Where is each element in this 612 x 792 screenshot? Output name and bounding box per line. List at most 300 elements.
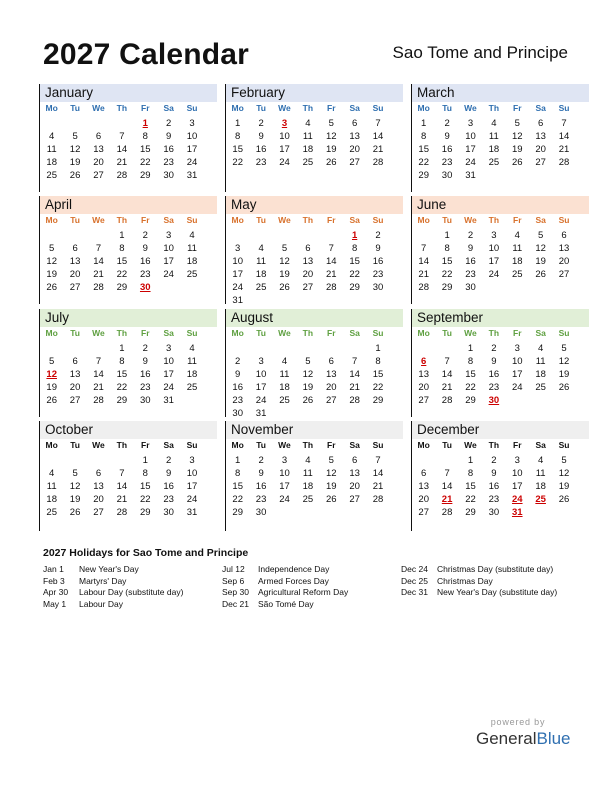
week-row (40, 381, 217, 394)
day-cell: 24 (465, 157, 476, 168)
day-cell: 8 (235, 468, 241, 479)
day-cell: 17 (163, 256, 174, 267)
day-cell: 22 (116, 382, 128, 393)
empty-day-cell (296, 506, 319, 519)
day-cell: 6 (72, 356, 78, 367)
month-october (39, 421, 217, 531)
day-cell: 20 (93, 157, 104, 168)
day-cell: 9 (444, 131, 450, 142)
weekday-label: Th (116, 440, 128, 450)
weekday-label: Sa (349, 103, 360, 113)
day-cell: 31 (232, 295, 243, 306)
holiday-name: Martyrs' Day (79, 575, 127, 586)
day-cell: 21 (93, 382, 104, 393)
day-cell: 11 (512, 243, 523, 254)
day-cell: 6 (561, 230, 567, 241)
week-row (226, 255, 403, 268)
day-cell: 2 (142, 230, 148, 241)
weekday-header (412, 103, 589, 117)
day-cell: 11 (46, 481, 57, 492)
day-cell: 4 (514, 230, 520, 241)
holiday-day-cell: 6 (421, 356, 427, 367)
day-cell: 10 (488, 243, 500, 254)
week-row (412, 169, 589, 182)
week-row (412, 242, 589, 255)
day-cell: 24 (279, 494, 290, 505)
day-cell: 5 (49, 243, 55, 254)
day-cell: 14 (116, 144, 128, 155)
day-cell: 25 (255, 282, 267, 293)
day-cell: 10 (163, 243, 174, 254)
day-cell: 18 (186, 256, 198, 267)
day-cell: 7 (352, 356, 358, 367)
empty-day-cell (87, 454, 110, 467)
weekday-label: We (464, 215, 477, 225)
day-cell: 13 (418, 369, 429, 380)
empty-day-cell (343, 407, 366, 420)
day-cell: 6 (95, 468, 102, 479)
day-cell: 18 (302, 481, 314, 492)
empty-day-cell (320, 342, 343, 355)
day-cell: 14 (372, 468, 384, 479)
empty-day-cell (343, 506, 366, 519)
day-cell: 17 (279, 144, 290, 155)
day-cell: 18 (186, 369, 198, 380)
day-cell: 8 (119, 243, 125, 254)
day-cell: 28 (116, 507, 128, 518)
week-row (226, 229, 403, 242)
month-name: January (40, 84, 217, 102)
day-cell: 11 (187, 356, 197, 367)
day-cell: 12 (511, 131, 523, 142)
day-cell: 6 (538, 118, 544, 129)
week-row (412, 255, 589, 268)
week-row (412, 394, 589, 407)
day-cell: 19 (535, 256, 546, 267)
weekday-label: Th (116, 103, 128, 113)
day-cell: 22 (116, 269, 128, 280)
holiday-day-cell: 24 (511, 494, 523, 505)
empty-day-cell (529, 169, 552, 182)
weekday-label: We (278, 103, 291, 113)
day-cell: 25 (186, 382, 198, 393)
day-cell: 22 (372, 382, 384, 393)
weekday-header (226, 440, 403, 454)
month-name: November (226, 421, 403, 439)
page-title: 2027 Calendar (43, 38, 250, 71)
day-cell: 10 (186, 468, 198, 479)
weekday-label: Tu (256, 215, 266, 225)
day-cell: 27 (325, 395, 337, 406)
day-cell: 20 (535, 144, 546, 155)
day-cell: 11 (279, 369, 290, 380)
day-cell: 22 (139, 494, 151, 505)
day-cell: 9 (491, 468, 497, 479)
week-row (412, 480, 589, 493)
day-cell: 19 (558, 481, 570, 492)
day-cell: 12 (279, 256, 290, 267)
day-cell: 1 (444, 230, 450, 241)
empty-day-cell (552, 506, 575, 519)
month-august (225, 309, 403, 417)
empty-day-cell (296, 229, 319, 242)
month-name: December (412, 421, 589, 439)
empty-day-cell (273, 229, 296, 242)
day-cell: 13 (558, 243, 570, 254)
day-cell: 31 (163, 395, 174, 406)
weekday-label: Fr (513, 440, 522, 450)
day-cell: 19 (302, 382, 314, 393)
week-row (226, 281, 403, 294)
day-cell: 17 (163, 369, 174, 380)
weekday-label: Su (372, 328, 384, 338)
weekday-label: Th (488, 103, 500, 113)
day-cell: 13 (93, 481, 104, 492)
month-name: February (226, 84, 403, 102)
day-cell: 28 (93, 395, 104, 406)
weekday-label: We (278, 440, 291, 450)
week-row (412, 156, 589, 169)
weekday-label: Th (302, 328, 314, 338)
month-june (411, 196, 589, 304)
week-row (40, 169, 217, 182)
month-february (225, 84, 403, 192)
day-cell: 10 (255, 369, 267, 380)
weekday-label: Tu (70, 103, 80, 113)
day-cell: 5 (538, 230, 544, 241)
day-cell: 29 (116, 395, 128, 406)
day-cell: 5 (561, 343, 567, 354)
day-cell: 11 (256, 256, 267, 267)
day-cell: 7 (119, 468, 125, 479)
day-cell: 15 (418, 144, 429, 155)
empty-day-cell (87, 229, 110, 242)
day-cell: 22 (465, 494, 476, 505)
day-cell: 29 (465, 395, 476, 406)
day-cell: 24 (186, 157, 198, 168)
day-cell: 14 (116, 481, 128, 492)
week-row (40, 355, 217, 368)
day-cell: 23 (232, 395, 243, 406)
day-cell: 28 (325, 282, 337, 293)
empty-day-cell (482, 281, 505, 294)
weekday-label: Fr (327, 103, 336, 113)
day-cell: 15 (116, 256, 128, 267)
empty-day-cell (63, 342, 86, 355)
day-cell: 21 (372, 144, 384, 155)
weekday-label: Su (558, 215, 570, 225)
day-cell: 12 (69, 144, 81, 155)
month-name: October (40, 421, 217, 439)
day-cell: 15 (116, 369, 128, 380)
day-cell: 27 (418, 395, 429, 406)
weekday-label: We (278, 328, 291, 338)
day-cell: 5 (72, 131, 78, 142)
weekday-label: We (464, 440, 477, 450)
holiday-name: Labour Day (substitute day) (79, 587, 184, 597)
day-cell: 26 (535, 269, 546, 280)
day-cell: 26 (69, 507, 81, 518)
day-cell: 23 (441, 157, 453, 168)
weekday-header (226, 328, 403, 342)
day-cell: 6 (421, 468, 427, 479)
weekday-label: Su (372, 440, 384, 450)
week-row (412, 381, 589, 394)
day-cell: 3 (491, 230, 497, 241)
day-cell: 29 (418, 170, 429, 181)
day-cell: 26 (46, 282, 57, 293)
country-name: Sao Tome and Principe (392, 43, 568, 62)
day-cell: 20 (93, 494, 104, 505)
holiday-name: São Tomé Day (258, 598, 314, 609)
day-cell: 16 (488, 369, 500, 380)
holiday-date: Dec 21 (222, 598, 249, 609)
empty-day-cell (506, 169, 529, 182)
empty-day-cell (366, 506, 389, 519)
day-cell: 14 (93, 256, 104, 267)
day-cell: 23 (139, 269, 151, 280)
day-cell: 13 (69, 256, 81, 267)
day-cell: 5 (514, 118, 520, 129)
day-cell: 25 (279, 395, 290, 406)
weekday-label: We (92, 103, 105, 113)
month-july (39, 309, 217, 417)
day-cell: 14 (325, 256, 337, 267)
empty-day-cell (320, 294, 343, 307)
day-cell: 9 (375, 243, 381, 254)
day-cell: 25 (535, 382, 546, 393)
empty-day-cell (529, 394, 552, 407)
weekday-label: Mo (45, 103, 58, 113)
weekday-label: Su (186, 328, 198, 338)
day-cell: 5 (281, 243, 288, 254)
weekday-label: Sa (163, 215, 174, 225)
day-cell: 14 (349, 369, 360, 380)
day-cell: 16 (139, 369, 151, 380)
day-cell: 2 (375, 230, 381, 241)
day-cell: 21 (116, 494, 128, 505)
weekday-label: Sa (163, 103, 174, 113)
holidays-title: 2027 Holidays for Sao Tome and Principe (43, 547, 249, 559)
day-cell: 8 (375, 356, 381, 367)
month-name: May (226, 196, 403, 214)
weekday-label: Fr (141, 328, 150, 338)
weekday-label: Fr (141, 103, 150, 113)
weekday-label: We (464, 328, 477, 338)
day-cell: 6 (352, 118, 358, 129)
day-cell: 4 (189, 230, 195, 241)
day-cell: 30 (163, 170, 174, 181)
week-row (412, 368, 589, 381)
week-row (226, 294, 403, 307)
empty-day-cell (110, 117, 133, 130)
day-cell: 30 (465, 282, 476, 293)
day-cell: 18 (511, 256, 523, 267)
day-cell: 1 (235, 118, 241, 129)
empty-day-cell (412, 229, 435, 242)
day-cell: 7 (328, 243, 334, 254)
day-cell: 29 (372, 395, 384, 406)
day-cell: 20 (325, 382, 337, 393)
weekday-label: We (278, 215, 291, 225)
day-cell: 2 (491, 343, 497, 354)
weekday-label: Fr (513, 215, 522, 225)
week-row (226, 480, 403, 493)
empty-day-cell (180, 281, 203, 294)
day-cell: 28 (116, 170, 128, 181)
weekday-label: Tu (442, 328, 452, 338)
empty-day-cell (296, 342, 319, 355)
day-cell: 27 (349, 494, 360, 505)
empty-day-cell (482, 169, 505, 182)
day-cell: 21 (558, 144, 570, 155)
day-cell: 12 (46, 256, 57, 267)
day-cell: 9 (142, 243, 148, 254)
week-row (40, 281, 217, 294)
day-cell: 17 (186, 481, 198, 492)
weekday-label: Th (116, 215, 128, 225)
day-cell: 28 (558, 157, 570, 168)
holiday-date: Sep 6 (222, 575, 245, 586)
day-cell: 26 (302, 395, 314, 406)
day-cell: 2 (258, 455, 264, 466)
holiday-entry (222, 599, 348, 611)
weekday-label: Mo (417, 103, 430, 113)
day-cell: 19 (46, 382, 57, 393)
day-cell: 22 (139, 157, 151, 168)
holiday-entry (222, 564, 348, 576)
day-cell: 2 (235, 356, 241, 367)
month-march (411, 84, 589, 192)
weekday-label: Tu (70, 215, 80, 225)
day-cell: 19 (46, 269, 57, 280)
weekday-label: Mo (45, 440, 58, 450)
week-row (226, 506, 403, 519)
day-cell: 2 (166, 455, 172, 466)
day-cell: 7 (444, 356, 450, 367)
week-row (226, 342, 403, 355)
day-cell: 17 (465, 144, 476, 155)
week-row (412, 268, 589, 281)
week-row (226, 467, 403, 480)
weekday-label: Sa (535, 440, 546, 450)
day-cell: 28 (372, 157, 384, 168)
day-cell: 28 (441, 507, 453, 518)
day-cell: 10 (186, 131, 198, 142)
empty-day-cell (506, 281, 529, 294)
weekday-label: Mo (45, 215, 58, 225)
empty-day-cell (273, 342, 296, 355)
weekday-label: Th (116, 328, 128, 338)
day-cell: 17 (511, 481, 523, 492)
day-cell: 22 (232, 157, 243, 168)
day-cell: 26 (558, 382, 570, 393)
week-row (412, 117, 589, 130)
holiday-date: Apr 30 (43, 587, 69, 597)
weekday-label: Fr (141, 215, 150, 225)
holiday-day-cell: 12 (46, 369, 57, 380)
day-cell: 9 (258, 131, 264, 142)
day-cell: 13 (69, 369, 81, 380)
empty-day-cell (87, 117, 110, 130)
day-cell: 30 (255, 507, 267, 518)
weekday-label: We (92, 440, 105, 450)
day-cell: 10 (279, 468, 290, 479)
month-september (411, 309, 589, 417)
day-cell: 29 (349, 282, 360, 293)
day-cell: 3 (166, 343, 172, 354)
brand-blue: Blue (536, 729, 571, 748)
day-cell: 12 (325, 131, 337, 142)
day-cell: 13 (325, 369, 337, 380)
holiday-column-1 (43, 564, 183, 610)
empty-day-cell (63, 117, 86, 130)
day-cell: 18 (488, 144, 500, 155)
weekday-label: Mo (231, 215, 244, 225)
day-cell: 5 (328, 118, 334, 129)
day-cell: 19 (69, 157, 81, 168)
day-cell: 4 (281, 356, 288, 367)
day-cell: 20 (558, 256, 570, 267)
day-cell: 28 (418, 282, 429, 293)
holiday-date: Jan 1 (43, 564, 64, 574)
weekday-header (412, 328, 589, 342)
week-row (226, 407, 403, 420)
day-cell: 27 (69, 282, 81, 293)
empty-day-cell (552, 394, 575, 407)
holiday-name: Agricultural Reform Day (258, 587, 349, 597)
day-cell: 11 (535, 468, 546, 479)
day-cell: 9 (491, 356, 497, 367)
weekday-label: Mo (231, 103, 244, 113)
empty-day-cell (273, 506, 296, 519)
day-cell: 9 (166, 468, 172, 479)
day-cell: 7 (375, 118, 381, 129)
week-row (40, 467, 217, 480)
day-cell: 26 (279, 282, 290, 293)
weekday-label: Th (302, 440, 314, 450)
month-name: March (412, 84, 589, 102)
day-cell: 13 (302, 256, 314, 267)
day-cell: 1 (375, 343, 381, 354)
day-cell: 8 (235, 131, 241, 142)
week-row (226, 355, 403, 368)
holiday-name: Independence Day (258, 564, 330, 574)
weekday-label: Mo (231, 440, 244, 450)
weekday-label: Mo (417, 440, 430, 450)
day-cell: 22 (418, 157, 429, 168)
day-cell: 18 (302, 144, 314, 155)
day-cell: 8 (444, 243, 450, 254)
week-row (226, 156, 403, 169)
day-cell: 15 (441, 256, 453, 267)
empty-day-cell (366, 407, 389, 420)
holiday-entry (222, 576, 348, 588)
day-cell: 6 (328, 356, 334, 367)
generalblue-logo[interactable] (476, 729, 571, 749)
week-row (412, 130, 589, 143)
day-cell: 11 (46, 144, 57, 155)
weekday-label: Th (302, 103, 314, 113)
day-cell: 29 (139, 170, 151, 181)
empty-day-cell (366, 294, 389, 307)
week-row (226, 454, 403, 467)
empty-day-cell (87, 342, 110, 355)
day-cell: 13 (418, 481, 429, 492)
day-cell: 11 (302, 468, 313, 479)
weekday-label: Tu (442, 215, 452, 225)
day-cell: 9 (467, 243, 474, 254)
